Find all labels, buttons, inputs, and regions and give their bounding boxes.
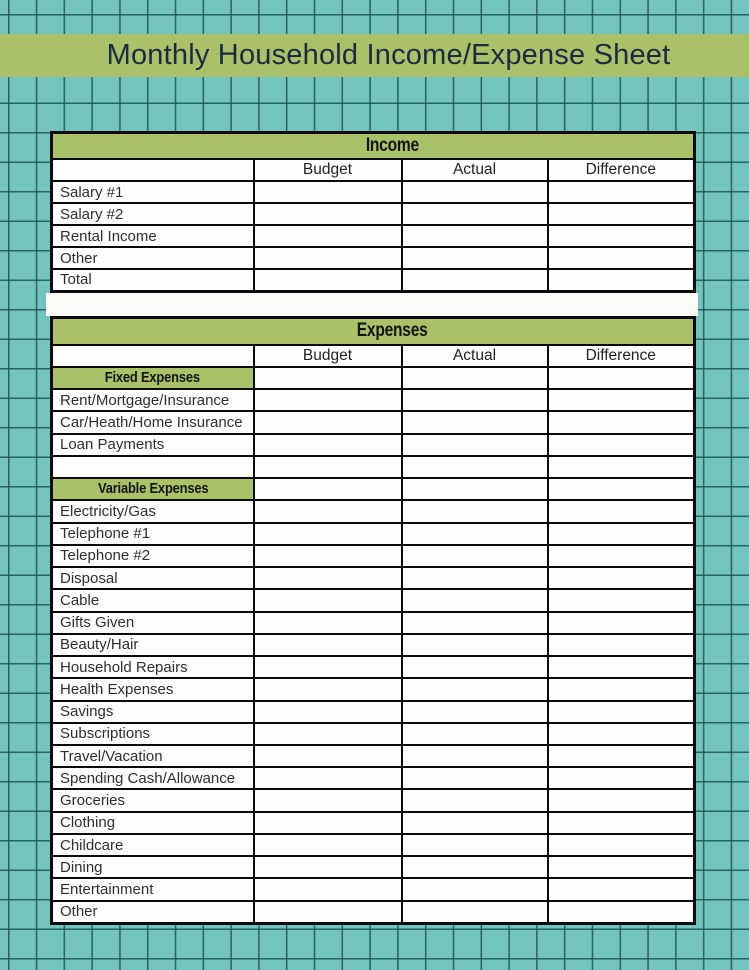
income-row — [52, 269, 695, 292]
fixed-expenses-header-row — [52, 367, 695, 389]
row-label: Cable — [52, 589, 254, 611]
row-label: Rent/Mortgage/Insurance — [52, 389, 254, 411]
row-label: Beauty/Hair — [52, 634, 254, 656]
cell-difference[interactable] — [548, 812, 695, 834]
row-label: Total — [52, 269, 254, 292]
cell-actual[interactable] — [402, 589, 548, 611]
corner-cell — [52, 159, 254, 181]
cell-budget[interactable] — [254, 434, 402, 456]
page-title: Monthly Household Income/Expense Sheet — [106, 39, 671, 71]
expense-row — [52, 834, 695, 856]
title-banner — [0, 34, 749, 77]
cell-actual[interactable] — [402, 701, 548, 723]
cell-actual[interactable] — [402, 500, 548, 522]
expense-row — [52, 767, 695, 789]
expense-row — [52, 434, 695, 456]
row-label: Childcare — [52, 834, 254, 856]
cell-actual[interactable] — [402, 901, 548, 924]
row-label: Disposal — [52, 567, 254, 589]
expense-row — [52, 812, 695, 834]
cell-budget[interactable] — [254, 456, 402, 478]
cell-difference[interactable] — [548, 523, 695, 545]
column-header-actual: Actual — [402, 159, 548, 181]
row-label: Rental Income — [52, 225, 254, 247]
cell-actual[interactable] — [402, 203, 548, 225]
cell-budget[interactable] — [254, 411, 402, 433]
cell-budget[interactable] — [254, 678, 402, 700]
income-row — [52, 203, 695, 225]
cell-actual[interactable] — [402, 567, 548, 589]
cell-budget[interactable] — [254, 834, 402, 856]
row-label: Groceries — [52, 789, 254, 811]
column-header-difference: Difference — [548, 159, 695, 181]
income-section-title: Income — [365, 135, 419, 157]
cell-difference[interactable] — [548, 589, 695, 611]
expense-row — [52, 789, 695, 811]
expense-row — [52, 856, 695, 878]
column-header-actual: Actual — [402, 345, 548, 367]
cell-difference[interactable] — [548, 269, 695, 292]
expense-row — [52, 589, 695, 611]
expense-row — [52, 745, 695, 767]
cell-budget[interactable] — [254, 589, 402, 611]
cell-difference[interactable] — [548, 389, 695, 411]
row-label: Entertainment — [52, 878, 254, 900]
corner-cell — [52, 345, 254, 367]
cell-budget[interactable] — [254, 701, 402, 723]
cell-budget[interactable] — [254, 567, 402, 589]
cell-budget[interactable] — [254, 856, 402, 878]
expense-row — [52, 656, 695, 678]
cell-difference[interactable] — [548, 723, 695, 745]
column-header-budget: Budget — [254, 345, 402, 367]
cell-difference[interactable] — [548, 434, 695, 456]
cell-difference[interactable] — [548, 701, 695, 723]
row-label: Clothing — [52, 812, 254, 834]
cell-actual[interactable] — [402, 856, 548, 878]
cell-actual[interactable] — [402, 367, 548, 389]
cell-budget[interactable] — [254, 500, 402, 522]
cell-actual[interactable] — [402, 789, 548, 811]
column-header-budget: Budget — [254, 159, 402, 181]
cell-difference[interactable] — [548, 767, 695, 789]
cell-difference[interactable] — [548, 567, 695, 589]
row-label: Travel/Vacation — [52, 745, 254, 767]
cell-difference[interactable] — [548, 678, 695, 700]
cell-difference[interactable] — [548, 901, 695, 924]
cell-budget[interactable] — [254, 745, 402, 767]
cell-actual[interactable] — [402, 181, 548, 203]
expenses-section-title: Expenses — [356, 320, 428, 342]
row-label: Household Repairs — [52, 656, 254, 678]
row-label: Subscriptions — [52, 723, 254, 745]
cell-budget[interactable] — [254, 181, 402, 203]
cell-difference[interactable] — [548, 247, 695, 269]
budget-sheet — [50, 131, 693, 925]
cell-actual[interactable] — [402, 545, 548, 567]
row-label: Other — [52, 901, 254, 924]
variable-expenses-header: Variable Expenses — [52, 478, 254, 500]
income-row — [52, 225, 695, 247]
cell-budget[interactable] — [254, 767, 402, 789]
expenses-column-header-row — [52, 345, 695, 367]
row-label: Electricity/Gas — [52, 500, 254, 522]
cell-budget[interactable] — [254, 269, 402, 292]
table-gap — [46, 293, 698, 316]
cell-actual[interactable] — [402, 434, 548, 456]
cell-actual[interactable] — [402, 247, 548, 269]
expense-row — [52, 701, 695, 723]
income-row — [52, 247, 695, 269]
income-section-header — [52, 133, 695, 160]
column-header-difference: Difference — [548, 345, 695, 367]
cell-difference[interactable] — [548, 478, 695, 500]
cell-difference[interactable] — [548, 634, 695, 656]
expense-row — [52, 545, 695, 567]
cell-budget[interactable] — [254, 723, 402, 745]
cell-budget[interactable] — [254, 389, 402, 411]
cell-actual[interactable] — [402, 678, 548, 700]
expense-row — [52, 634, 695, 656]
cell-actual[interactable] — [402, 812, 548, 834]
cell-difference[interactable] — [548, 856, 695, 878]
row-label: Telephone #1 — [52, 523, 254, 545]
cell-actual[interactable] — [402, 634, 548, 656]
expense-row — [52, 901, 695, 924]
cell-difference[interactable] — [548, 834, 695, 856]
expense-row — [52, 612, 695, 634]
row-label: Dining — [52, 856, 254, 878]
fixed-expenses-header: Fixed Expenses — [52, 367, 254, 389]
row-label: Salary #2 — [52, 203, 254, 225]
expense-row — [52, 411, 695, 433]
cell-difference[interactable] — [548, 367, 695, 389]
cell-actual[interactable] — [402, 523, 548, 545]
expense-row — [52, 723, 695, 745]
expense-row — [52, 678, 695, 700]
cell-difference[interactable] — [548, 545, 695, 567]
cell-budget[interactable] — [254, 878, 402, 900]
cell-budget[interactable] — [254, 225, 402, 247]
cell-budget[interactable] — [254, 523, 402, 545]
income-table — [50, 131, 696, 293]
expense-row — [52, 500, 695, 522]
variable-expenses-header-row — [52, 478, 695, 500]
cell-actual[interactable] — [402, 723, 548, 745]
row-label: Telephone #2 — [52, 545, 254, 567]
row-label: Health Expenses — [52, 678, 254, 700]
cell-budget[interactable] — [254, 247, 402, 269]
cell-difference[interactable] — [548, 878, 695, 900]
row-label: Savings — [52, 701, 254, 723]
cell-budget[interactable] — [254, 901, 402, 924]
cell-budget[interactable] — [254, 203, 402, 225]
income-row — [52, 181, 695, 203]
cell-actual[interactable] — [402, 478, 548, 500]
income-column-header-row — [52, 159, 695, 181]
cell-difference[interactable] — [548, 203, 695, 225]
cell-budget[interactable] — [254, 612, 402, 634]
row-label: Other — [52, 247, 254, 269]
expense-row — [52, 523, 695, 545]
expense-row — [52, 389, 695, 411]
cell-actual[interactable] — [402, 767, 548, 789]
expenses-table — [50, 316, 696, 925]
cell-actual[interactable] — [402, 411, 548, 433]
row-label: Salary #1 — [52, 181, 254, 203]
cell-difference[interactable] — [548, 656, 695, 678]
row-label: Spending Cash/Allowance — [52, 767, 254, 789]
cell-actual[interactable] — [402, 834, 548, 856]
cell-actual[interactable] — [402, 878, 548, 900]
row-label: Gifts Given — [52, 612, 254, 634]
cell-budget[interactable] — [254, 367, 402, 389]
row-label: Car/Heath/Home Insurance — [52, 411, 254, 433]
cell-actual[interactable] — [402, 656, 548, 678]
cell-difference[interactable] — [548, 411, 695, 433]
cell-difference[interactable] — [548, 745, 695, 767]
cell-budget[interactable] — [254, 656, 402, 678]
row-label — [52, 456, 254, 478]
cell-actual[interactable] — [402, 225, 548, 247]
cell-difference[interactable] — [548, 181, 695, 203]
blank-row — [52, 456, 695, 478]
expense-row — [52, 878, 695, 900]
cell-difference[interactable] — [548, 456, 695, 478]
cell-actual[interactable] — [402, 389, 548, 411]
cell-budget[interactable] — [254, 478, 402, 500]
cell-difference[interactable] — [548, 225, 695, 247]
cell-difference[interactable] — [548, 789, 695, 811]
expenses-section-header — [52, 318, 695, 345]
expense-row — [52, 567, 695, 589]
row-label: Loan Payments — [52, 434, 254, 456]
cell-difference[interactable] — [548, 500, 695, 522]
cell-budget[interactable] — [254, 634, 402, 656]
cell-actual[interactable] — [402, 269, 548, 292]
cell-budget[interactable] — [254, 545, 402, 567]
cell-budget[interactable] — [254, 789, 402, 811]
cell-actual[interactable] — [402, 456, 548, 478]
cell-budget[interactable] — [254, 812, 402, 834]
cell-actual[interactable] — [402, 612, 548, 634]
cell-difference[interactable] — [548, 612, 695, 634]
cell-actual[interactable] — [402, 745, 548, 767]
